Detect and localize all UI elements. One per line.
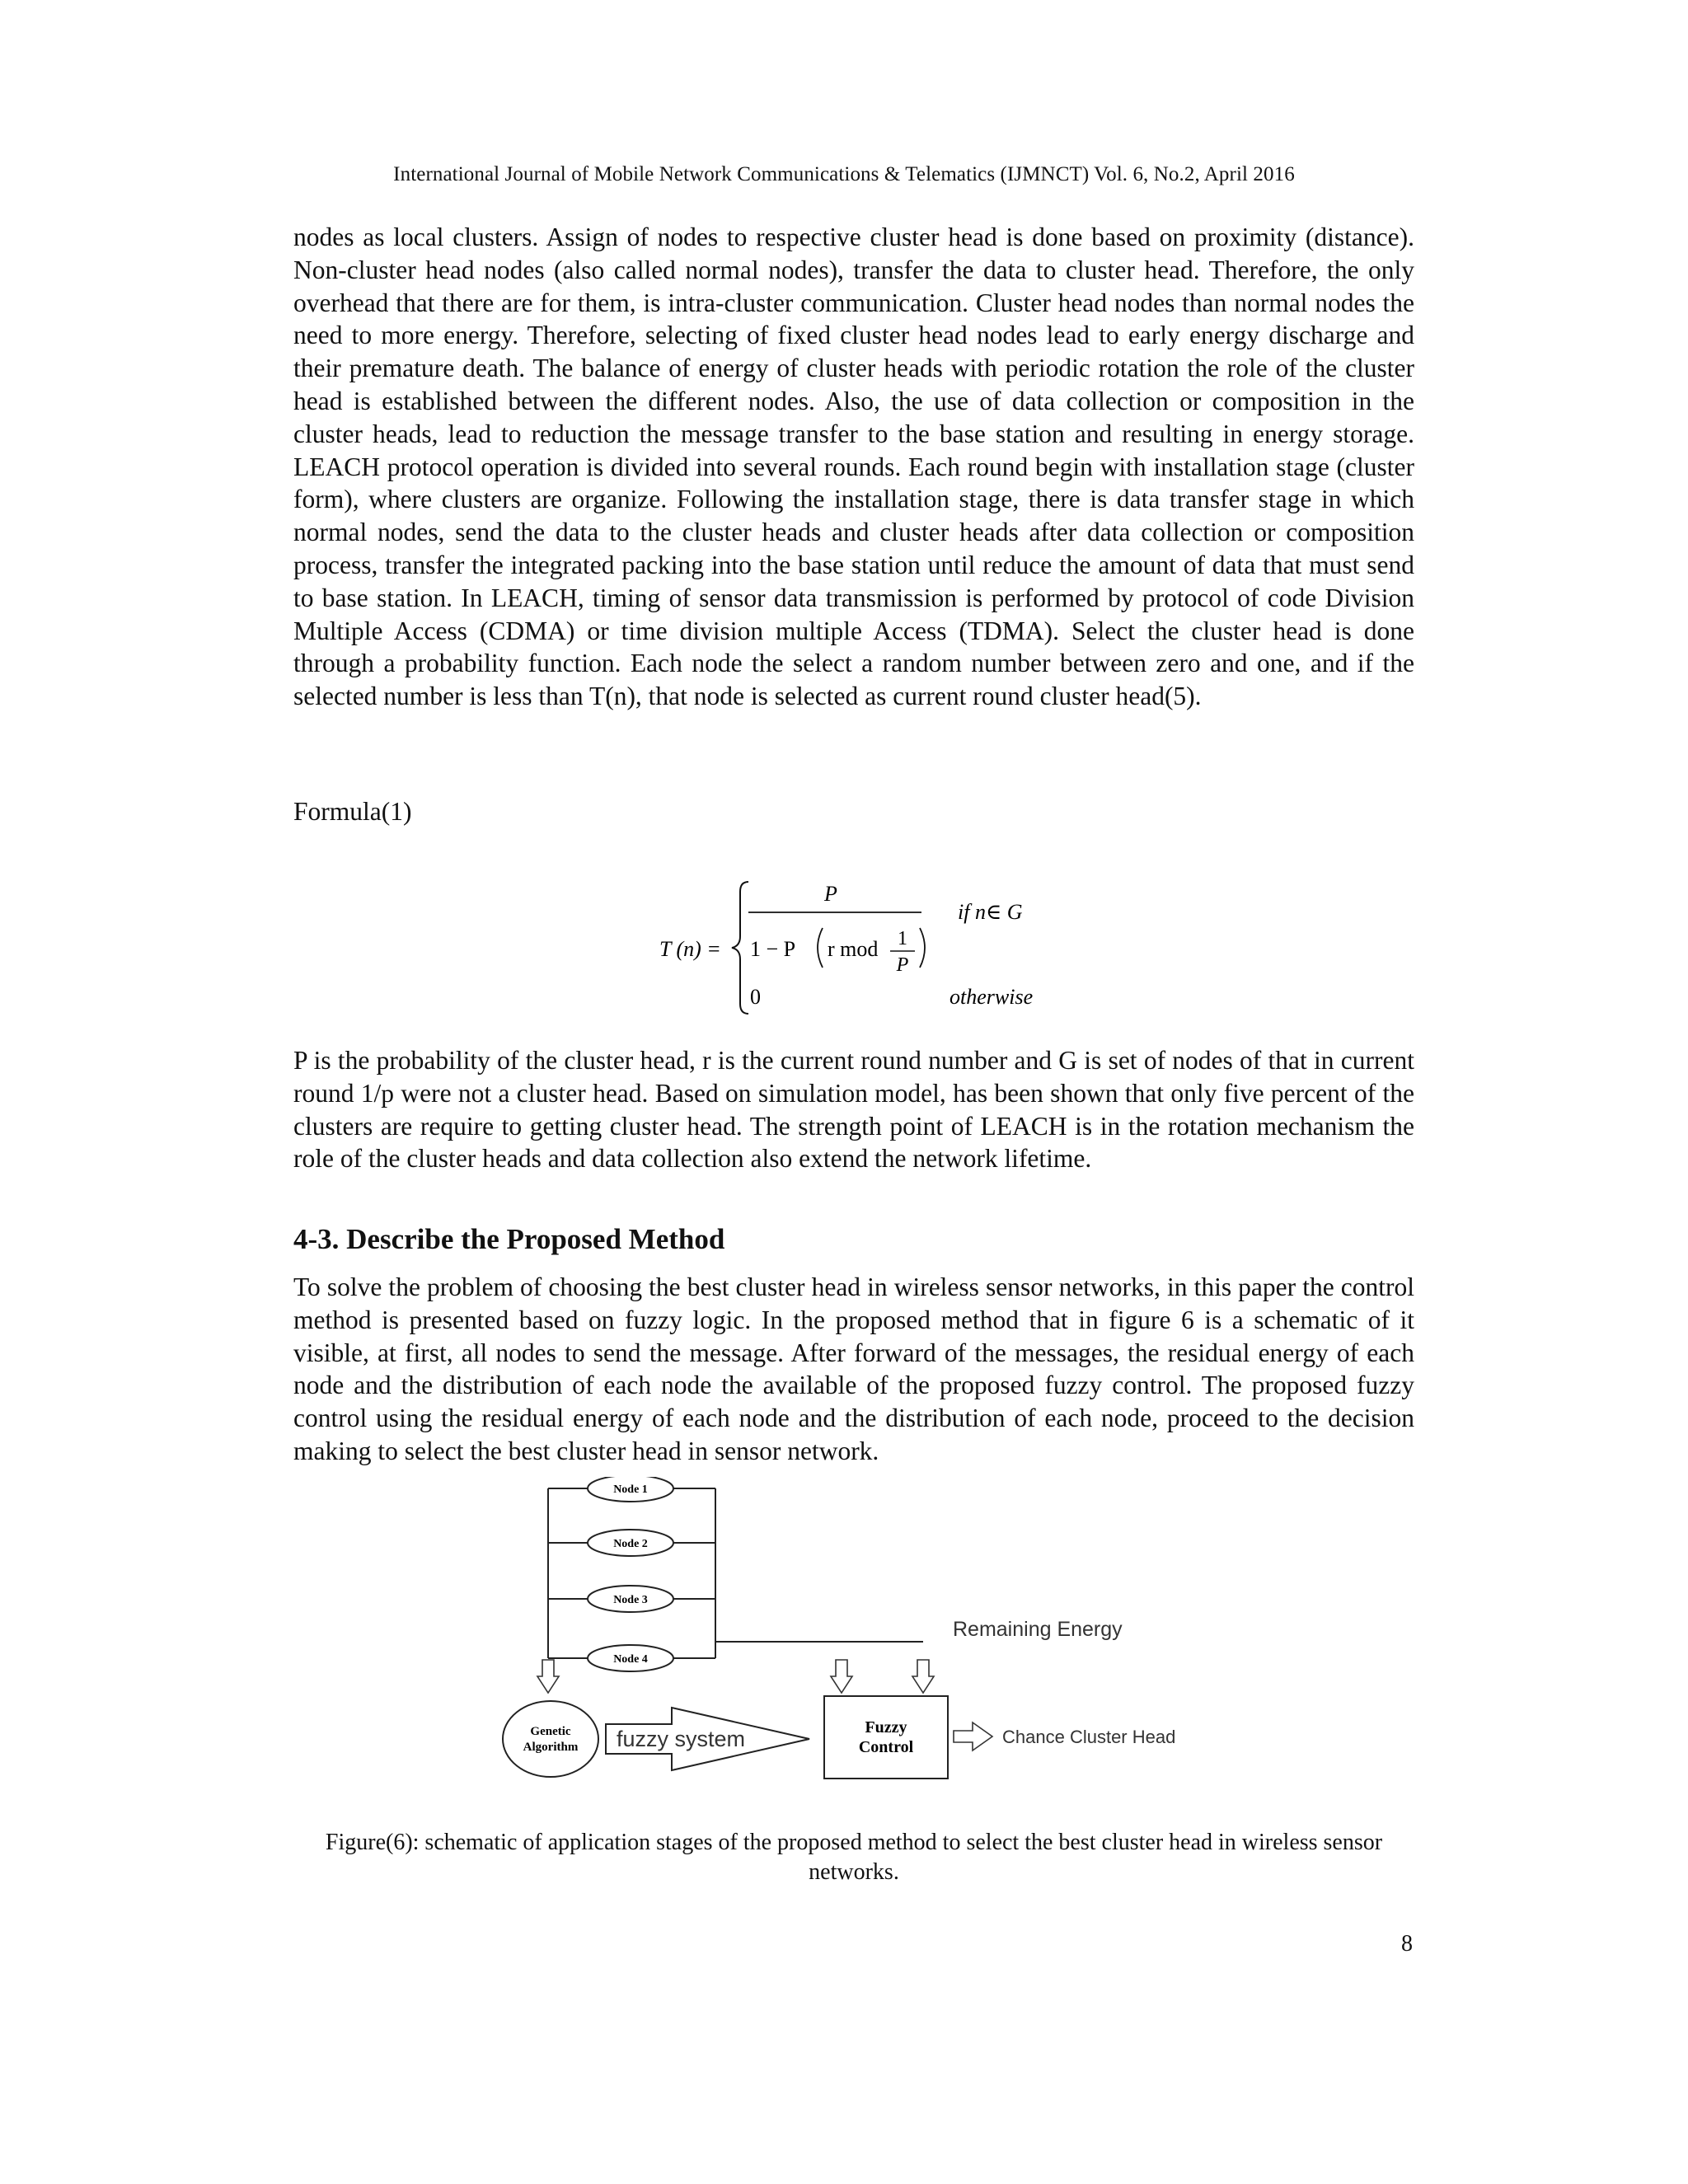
fuzzy-control-box	[824, 1696, 948, 1779]
formula-lhs: T (n) =	[659, 937, 721, 961]
figure-caption: Figure(6): schematic of application stages of the proposed method to select the best cluster head in wireless sensor networks.	[325, 1830, 1383, 1885]
node-4-label: Node 4	[613, 1653, 648, 1666]
figure-6-diagram	[495, 1477, 1220, 1790]
genetic-label-1: Genetic	[530, 1725, 571, 1738]
formula-label: Formula(1)	[293, 797, 412, 826]
formula-one: 1	[898, 928, 907, 949]
genetic-label-2: Algorithm	[523, 1741, 579, 1754]
remaining-energy-label: Remaining Energy	[953, 1618, 1123, 1641]
node-2-label: Node 2	[613, 1538, 648, 1550]
paragraph-leach: nodes as local clusters. Assign of nodes to respective cluster head is done based on proximity (distance). Non-cluster head nodes (also called normal nodes), transfer the data to cluster head. Therefore, the only overhead that there are for them, is intra-cluster communication. Cluster head nodes than normal nodes the need to more energy. Therefore, selecting of fixed cluster head nodes lead to early energy discharge and their premature death. The balance of energy of cluster heads with periodic rotation the role of the cluster head is established between the different nodes. Also, the use of data collection or composition in the cluster heads, lead to reduction the message transfer to the base station and resulting in energy storage. LEACH protocol operation is divided into several rounds. Each round begin with installation stage (cluster form), where clusters are organize. Following the installation stage, there is data transfer stage in which normal nodes, send the data to the cluster heads and cluster heads after data collection or composition process, transfer the integrated packing into the base station until reduce the amount of data that must send to base station. In LEACH, timing of sensor data transmission is performed by protocol of code Division Multiple Access (CDMA) or time division multiple Access (TDMA). Select the cluster head is done through a probability function. Each node the select a random number between zero and one, and if the selected number is less than T(n), that node is selected as current round cluster head(5).	[293, 223, 1414, 711]
down-arrow-icon	[537, 1660, 559, 1693]
fuzzy-control-label-2: Control	[858, 1738, 914, 1756]
formula-numerator: P	[824, 882, 837, 906]
formula-denominator: 1 − P	[750, 937, 796, 961]
formula-rmod: r mod	[828, 937, 879, 961]
down-arrow-icon	[912, 1660, 934, 1693]
formula-zero: 0	[750, 985, 761, 1009]
fuzzy-system-label: fuzzy system	[617, 1727, 746, 1751]
section-heading: 4-3. Describe the Proposed Method	[293, 1223, 725, 1255]
node-1-label: Node 1	[613, 1483, 648, 1496]
node-3-label: Node 3	[613, 1594, 648, 1606]
formula-threshold	[651, 874, 1080, 1022]
formula-cond2: otherwise	[950, 985, 1034, 1009]
formula-cond1: if n∈ G	[958, 900, 1023, 924]
chance-cluster-head-label: Chance Cluster Head	[1002, 1727, 1176, 1747]
brace	[732, 882, 748, 1014]
formula-p-small: P	[896, 954, 909, 976]
journal-header: International Journal of Mobile Network Communications & Telematics (IJMNCT) Vol. 6, No.2, April 2016	[393, 163, 1295, 185]
down-arrow-icon	[831, 1660, 852, 1693]
fuzzy-control-label-1: Fuzzy	[865, 1718, 907, 1736]
right-arrow-icon	[954, 1722, 992, 1750]
genetic-algorithm-node	[503, 1701, 598, 1777]
paragraph-leach-explanation: P is the probability of the cluster head, r is the current round number and G is set of nodes of that in current round 1/p were not a cluster head. Based on simulation model, has been shown that only five percent of the clusters are require to getting cluster head. The strength point of LEACH is in the rotation mechanism the role of the cluster heads and data collection also extend the network lifetime.	[293, 1046, 1414, 1174]
page-number: 8	[1401, 1931, 1413, 1957]
paragraph-proposed-method: To solve the problem of choosing the best cluster head in wireless sensor networks, in this paper the control method is presented based on fuzzy logic. In the proposed method that in figure 6 is a schematic of it visible, at first, all nodes to send the message. After forward of the messages, the residual energy of each node and the distribution of each node the available of the proposed fuzzy control. The proposed fuzzy control using the residual energy of each node and the distribution of each node, proceed to the decision making to select the best cluster head in sensor network.	[293, 1272, 1414, 1465]
